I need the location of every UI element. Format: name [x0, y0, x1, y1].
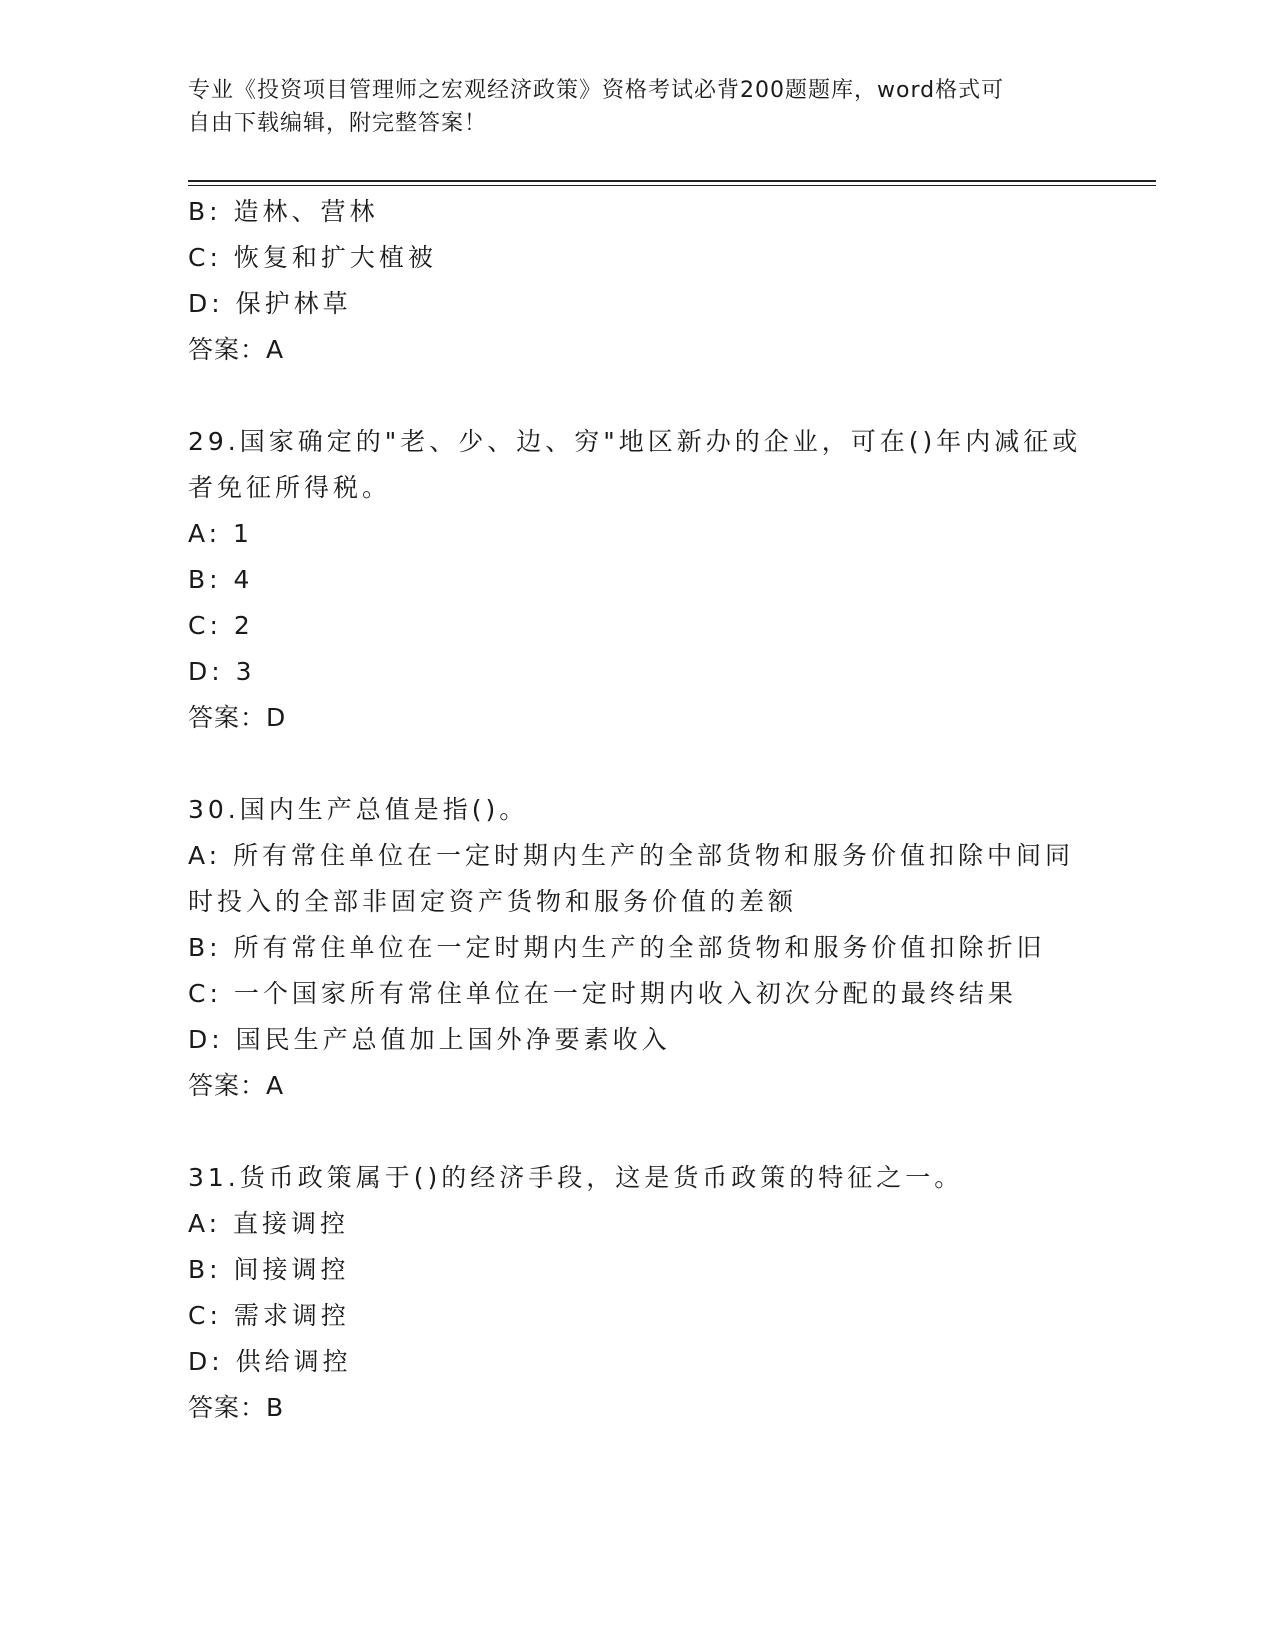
answer-line: 答案：B — [188, 1393, 285, 1422]
option-a-continued: 时投入的全部非固定资产货物和服务价值的差额 — [188, 887, 798, 916]
option-c: C: 需求调控 — [188, 1301, 350, 1330]
header-rule-thick — [188, 180, 1156, 182]
option-c: C: 2 — [188, 611, 254, 640]
spacer — [188, 741, 1088, 787]
answer-line: 答案：D — [188, 703, 287, 732]
option-d: D: 供给调控 — [188, 1347, 352, 1376]
option-b: B: 4 — [188, 565, 254, 594]
question-block-prev — [188, 189, 1088, 373]
option-b: B: 所有常住单位在一定时期内生产的全部货物和服务价值扣除折旧 — [188, 933, 1046, 962]
option-b: B: 间接调控 — [188, 1255, 350, 1284]
question-block-31 — [188, 1155, 1088, 1431]
option-d: D: 保护林草 — [188, 289, 352, 318]
question-list — [188, 189, 1088, 1431]
option-b: B: 造林、营林 — [188, 197, 379, 226]
answer-line: 答案：A — [188, 335, 285, 364]
header-line-2: 自由下载编辑，附完整答案！ — [188, 111, 488, 136]
option-d: D: 3 — [188, 657, 256, 686]
question-stem-continued: 者免征所得税。 — [188, 473, 392, 502]
question-stem: 30.国内生产总值是指()。 — [188, 795, 529, 824]
question-stem: 31.货币政策属于()的经济手段，这是货币政策的特征之一。 — [188, 1163, 964, 1192]
document-header — [188, 74, 1088, 140]
question-block-30 — [188, 787, 1088, 1109]
option-d: D: 国民生产总值加上国外净要素收入 — [188, 1025, 671, 1054]
question-stem: 29.国家确定的"老、少、边、穷"地区新办的企业，可在()年内减征或 — [188, 427, 1082, 456]
option-a: A: 所有常住单位在一定时期内生产的全部货物和服务价值扣除中间同 — [188, 841, 1075, 870]
header-rule-thin — [188, 185, 1156, 186]
option-a: A: 1 — [188, 519, 253, 548]
spacer — [188, 373, 1088, 419]
question-block-29 — [188, 419, 1088, 741]
option-c: C: 恢复和扩大植被 — [188, 243, 437, 272]
header-line-1: 专业《投资项目管理师之宏观经济政策》资格考试必背200题题库，word格式可 — [188, 78, 1005, 103]
spacer — [188, 1109, 1088, 1155]
answer-line: 答案：A — [188, 1071, 285, 1100]
option-a: A: 直接调控 — [188, 1209, 350, 1238]
option-c: C: 一个国家所有常住单位在一定时期内收入初次分配的最终结果 — [188, 979, 1017, 1008]
